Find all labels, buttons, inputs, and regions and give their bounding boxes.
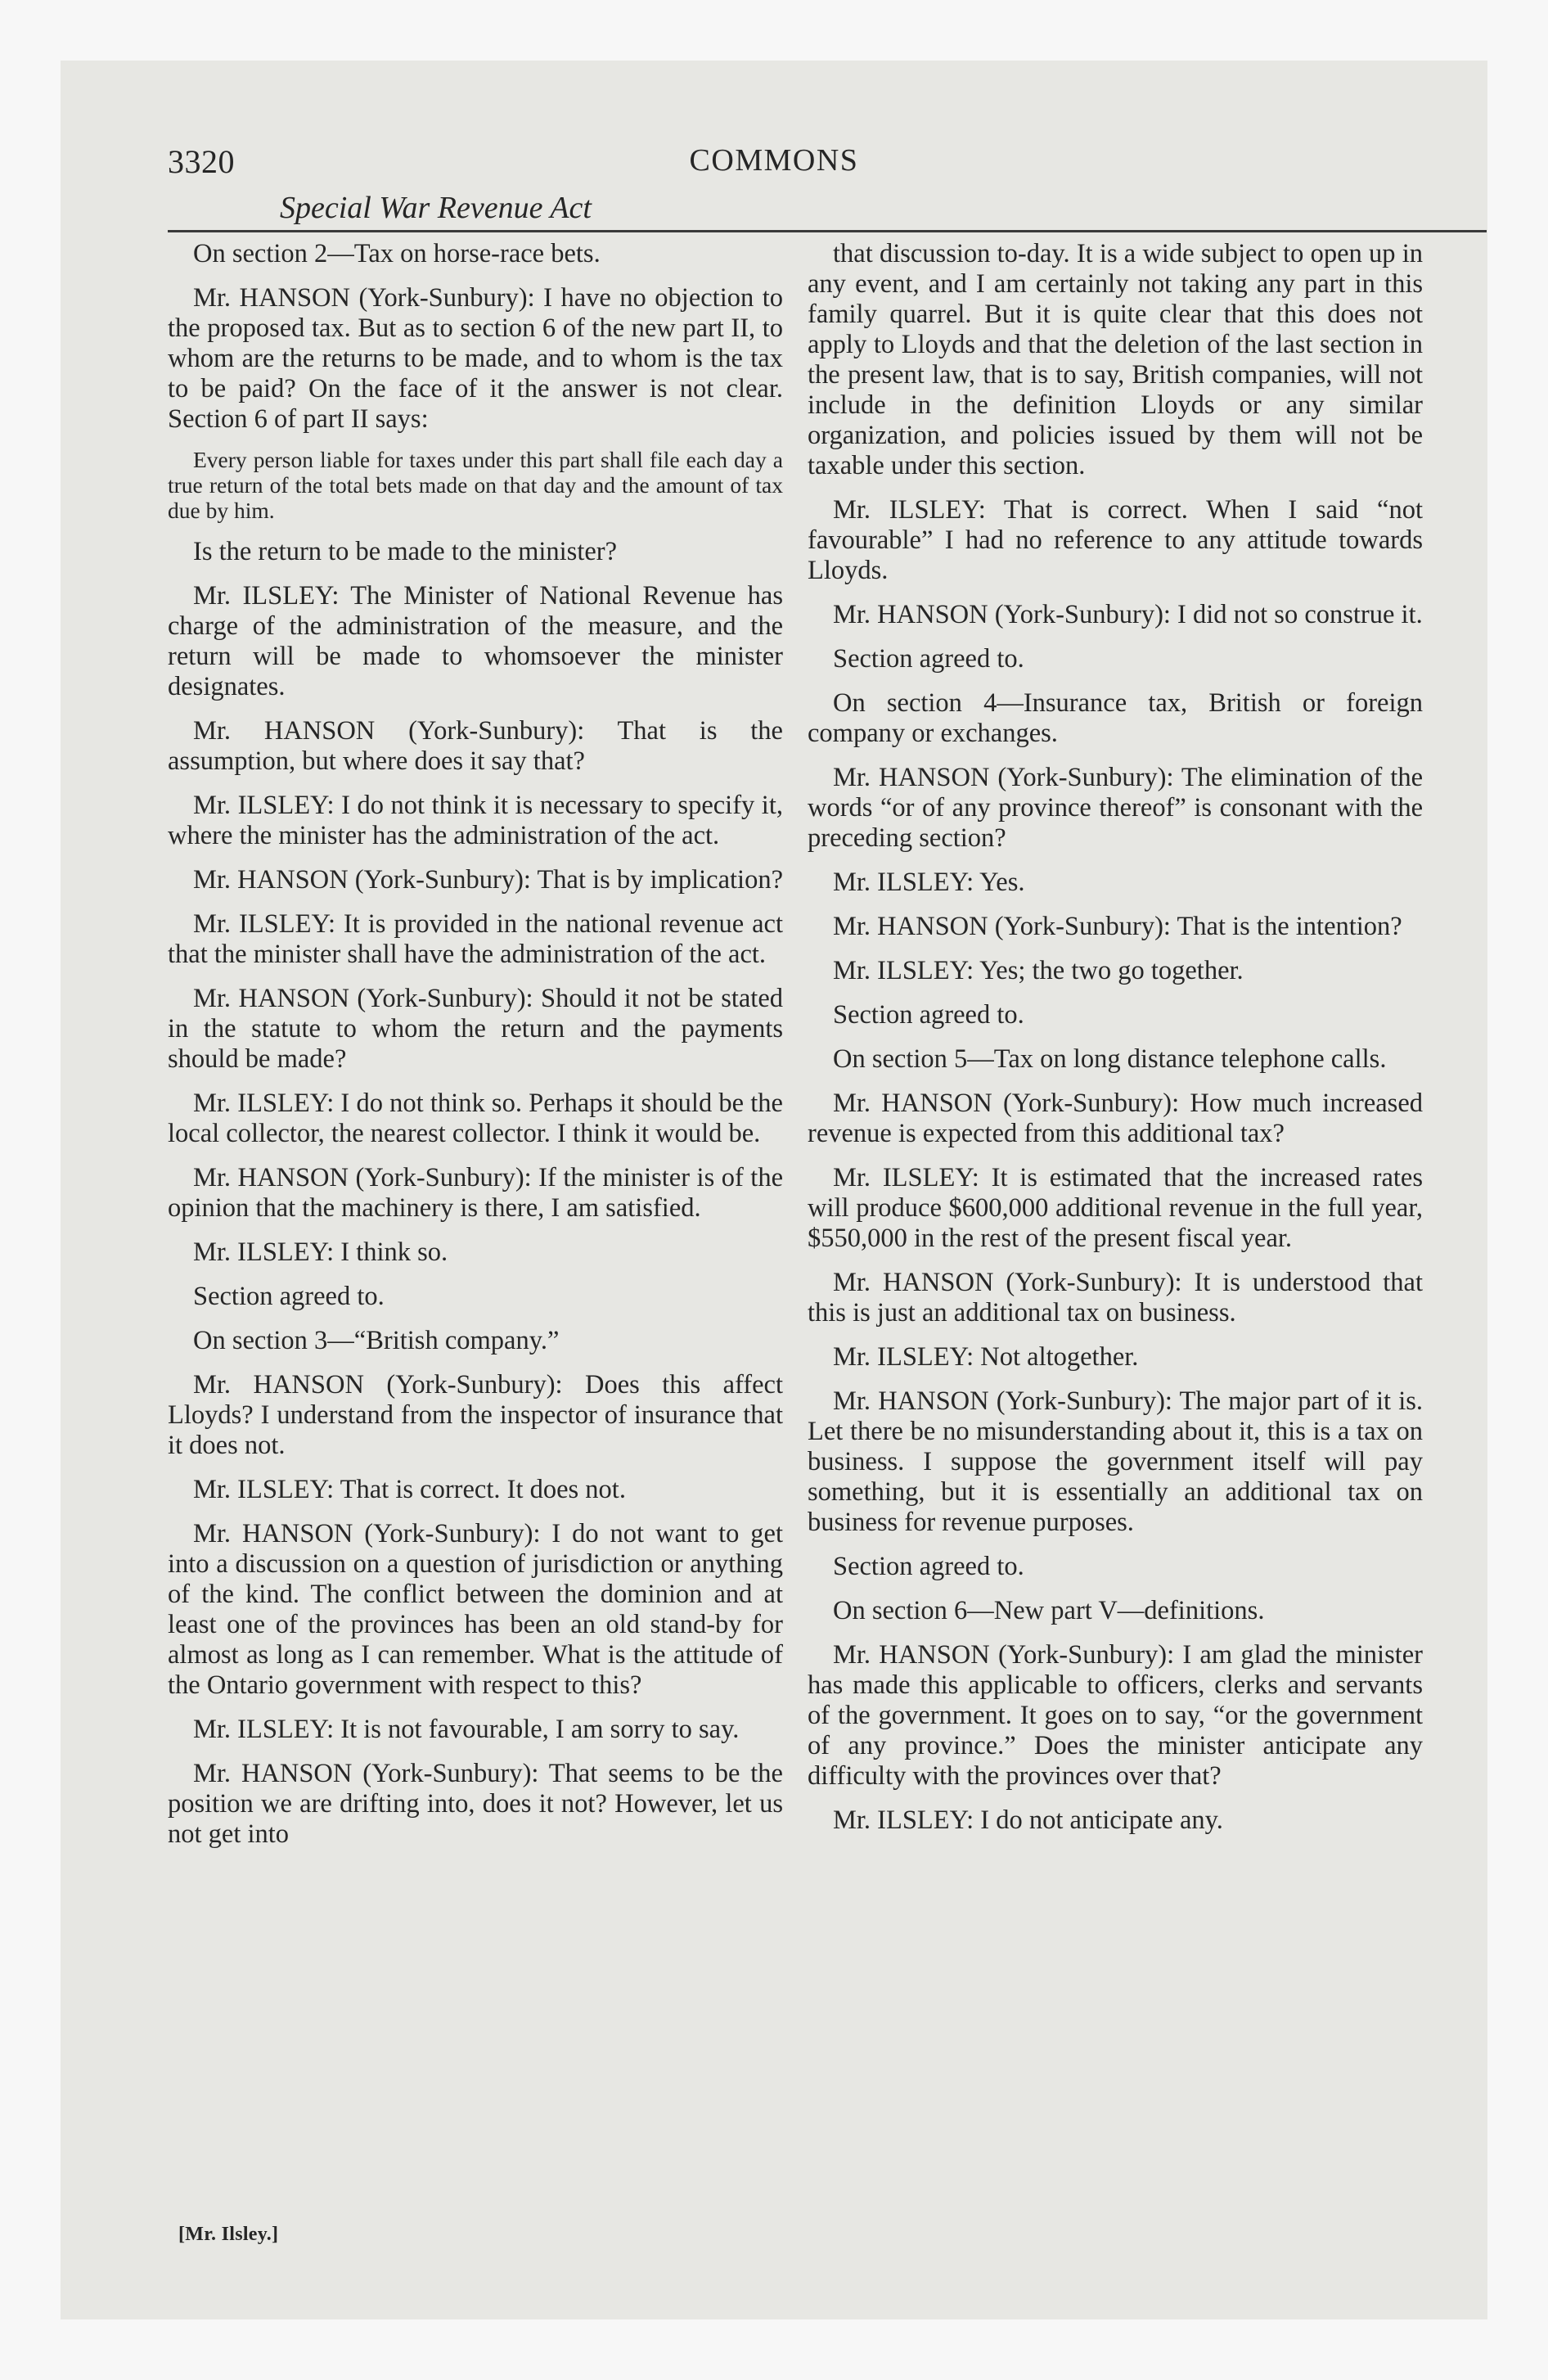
paragraph: Mr. HANSON (York-Sunbury): If the minister is of the opinion that the machinery is there, I am satisfied.	[168, 1163, 783, 1223]
paragraph: Mr. ILSLEY: That is correct. When I said “not favourable” I had no reference to any attitude towards Lloyds.	[808, 495, 1423, 585]
paragraph: Mr. HANSON (York-Sunbury): I do not want to get into a discussion on a question of jurisdiction or anything of the kind. The conflict between the dominion and at least one of the provinces has been an old stand-by for almost as long as I can remember. What is the attitude of the Ontario government with respect to this?	[168, 1519, 783, 1700]
paragraph: Mr. HANSON (York-Sunbury): Should it not be stated in the statute to whom the return and the payments should be made?	[168, 984, 783, 1074]
section-title: Special War Revenue Act	[280, 191, 592, 225]
paragraph: On section 6—New part V—definitions.	[833, 1596, 1265, 1625]
paragraph: Mr. HANSON (York-Sunbury): I am glad the minister has made this applicable to officers, clerks and servants of the government. It goes on to say, “or the government of any province.” Does the minister anticipate any difficulty with the provinces over that?	[808, 1640, 1423, 1791]
paragraph: Mr. HANSON (York-Sunbury): That is the assumption, but where does it say that?	[168, 716, 783, 776]
paragraph: Mr. ILSLEY: It is estimated that the increased rates will produce $600,000 additional revenue in the full year, $550,000 in the rest of the present fiscal year.	[808, 1163, 1423, 1253]
page-sheet	[61, 61, 1487, 2319]
paragraph: Mr. ILSLEY: It is not favourable, I am sorry to say.	[193, 1715, 740, 1744]
paragraph: Mr. HANSON (York-Sunbury): The elimination of the words “or of any province thereof” is consonant with the preceding section?	[808, 763, 1423, 853]
paragraph: Mr. ILSLEY: It is provided in the national revenue act that the minister shall have the administration of the act.	[168, 909, 783, 969]
paragraph: Mr. HANSON (York-Sunbury): It is understood that this is just an additional tax on business.	[808, 1268, 1423, 1327]
left-column	[168, 239, 783, 1864]
paragraph: Section agreed to.	[833, 1000, 1024, 1030]
speaker-note: [Mr. Ilsley.]	[178, 2224, 279, 2245]
paragraph: Mr. HANSON (York-Sunbury): Does this affect Lloyds? I understand from the inspector of insurance that it does not.	[168, 1370, 783, 1460]
paragraph: Mr. ILSLEY: I do not anticipate any.	[833, 1805, 1223, 1835]
header-rule	[168, 230, 1487, 232]
paragraph: Mr. ILSLEY: That is correct. It does not.	[193, 1475, 626, 1504]
paragraph: Mr. ILSLEY: I think so.	[193, 1237, 448, 1267]
paragraph: Section agreed to.	[193, 1282, 385, 1311]
paragraph: On section 5—Tax on long distance telephone calls.	[833, 1044, 1387, 1074]
paragraph: that discussion to-day. It is a wide subject to open up in any event, and I am certainly not taking any part in this family quarrel. But it is quite clear that this does not apply to Lloyds and that the deletion of the last section in the present law, that is to say, British companies, will not include in the definition Lloyds or any similar organization, and policies issued by them will not be taxable under this section.	[808, 239, 1423, 480]
paragraph: On section 4—Insurance tax, British or foreign company or exchanges.	[808, 688, 1423, 748]
paragraph: Mr. HANSON (York-Sunbury): The major part of it is. Let there be no misunderstanding about it, this is a tax on business. I suppose the government itself will pay something, but it is essentially an additional tax on business for revenue purposes.	[808, 1386, 1423, 1537]
paragraph: Mr. ILSLEY: Yes; the two go together.	[833, 956, 1244, 985]
running-title: COMMONS	[689, 143, 859, 178]
paragraph: Mr. ILSLEY: I do not think so. Perhaps it should be the local collector, the nearest collector. I think it would be.	[168, 1089, 783, 1148]
paragraph: Mr. HANSON (York-Sunbury): That is by implication?	[193, 865, 784, 895]
page-header	[61, 61, 1487, 241]
paragraph: Is the return to be made to the minister?	[193, 537, 618, 566]
paragraph: Mr. ILSLEY: Not altogether.	[833, 1342, 1139, 1372]
paragraph: Mr. HANSON (York-Sunbury): That is the intention?	[833, 912, 1402, 941]
paragraph: Section agreed to.	[833, 1552, 1024, 1581]
paragraph: On section 2—Tax on horse-race bets.	[193, 239, 601, 268]
paragraph: Mr. HANSON (York-Sunbury): That seems to be the position we are drifting into, does it not? However, let us not get into	[168, 1759, 783, 1849]
right-column	[808, 239, 1423, 1850]
paragraph: Mr. HANSON (York-Sunbury): I did not so construe it.	[833, 600, 1423, 629]
paragraph: Mr. ILSLEY: The Minister of National Revenue has charge of the administration of the measure, and the return will be made to whomsoever the minister designates.	[168, 581, 783, 701]
paragraph: Section agreed to.	[833, 644, 1024, 674]
paragraph: Mr. HANSON (York-Sunbury): How much increased revenue is expected from this additional tax?	[808, 1089, 1423, 1148]
paragraph: Mr. ILSLEY: Yes.	[833, 868, 1025, 897]
paragraph: Mr. HANSON (York-Sunbury): I have no objection to the proposed tax. But as to section 6 of the new part II, to whom are the returns to be made, and to whom is the tax to be paid? On the face of it the answer is not clear. Section 6 of part II says:	[168, 283, 783, 434]
paragraph: Mr. ILSLEY: I do not think it is necessary to specify it, where the minister has the administration of the act.	[168, 791, 783, 850]
quoted-passage: Every person liable for taxes under this part shall file each day a true return of the total bets made on that day and the amount of tax due by him.	[168, 447, 783, 523]
paragraph: On section 3—“British company.”	[193, 1326, 560, 1355]
page-number: 3320	[168, 143, 235, 180]
